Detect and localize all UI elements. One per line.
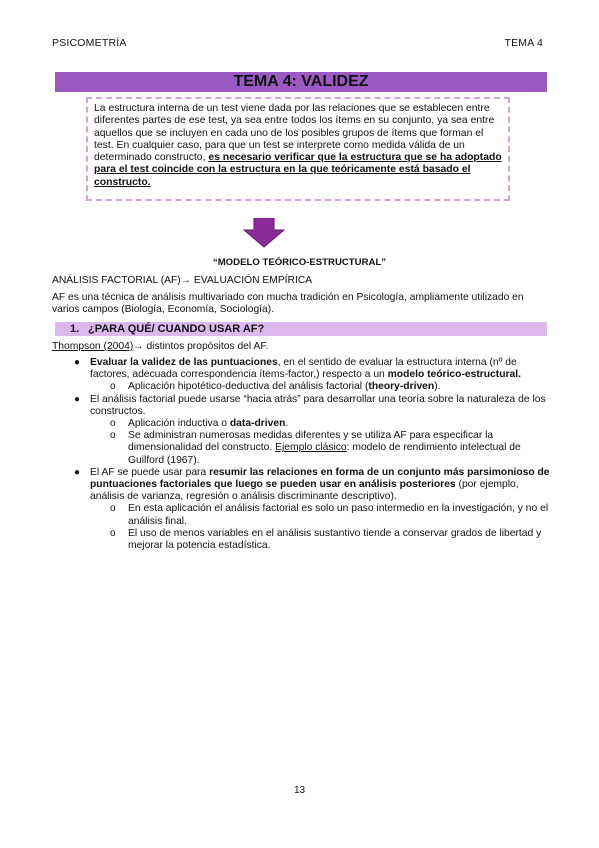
- circle-bullet-icon: o: [110, 430, 116, 442]
- sub-bullet-item: [52, 528, 552, 552]
- bullet-text: (por ejemplo, análisis de varianza, regresión o análisis discriminante descriptivo).: [90, 479, 519, 503]
- section-number: 1.: [70, 323, 80, 335]
- bullet-dot-icon: ●: [74, 466, 81, 478]
- bullet-bold: resumir las relaciones en forma de un conjunto más parsimonioso de puntuaciones factoriales que luego se pueden usar en análisis posteriores: [90, 466, 550, 491]
- bullet-dot-icon: ●: [74, 393, 81, 405]
- sub-bullet-text: En esta aplicación el análisis factorial es solo un paso intermedio en la investigación, y no el análisis final.: [128, 503, 549, 527]
- section-label: ¿PARA QUÉ/ CUANDO USAR AF?: [88, 323, 265, 335]
- sub-bullet-text: ).: [434, 381, 441, 393]
- bullet-bold: modelo teórico-estructural.: [387, 369, 521, 381]
- sub-bullet-underline: Ejemplo clásico: [275, 442, 347, 454]
- sub-bullet-text: Aplicación hipotético-deductiva del análisis factorial (: [128, 381, 369, 393]
- sub-bullet-item: [52, 418, 552, 430]
- header-topic: TEMA 4: [504, 37, 543, 49]
- sub-bullet-text: : modelo de rendimiento intelectual de Guilford (1967).: [128, 442, 521, 466]
- sub-bullet-text: Aplicación inductiva o: [128, 418, 230, 430]
- page-title: TEMA 4: VALIDEZ: [55, 72, 547, 92]
- model-title: “MODELO TEÓRICO-ESTRUCTURAL”: [212, 257, 387, 268]
- sub-bullet-item: [52, 430, 552, 467]
- sub-bullet-bold: data-driven: [229, 418, 286, 430]
- bullet-item: [52, 357, 552, 381]
- bullet-item: [52, 394, 552, 418]
- bullet-bold: Evaluar la validez de las puntuaciones: [90, 357, 278, 368]
- bullet-text: , en el sentido de evaluar la estructura interna (nº de factores, adecuada correspondencia ítems-factor,) respecto a un: [90, 357, 517, 381]
- intro-emphasis: es necesario verificar que la estructura que se ha adoptado para el test coincide con la estructura en la que teóricamente está basado el constructo.: [94, 152, 502, 188]
- bullet-item: [52, 467, 552, 504]
- thompson-reference: Thompson (2004): [52, 341, 134, 352]
- circle-bullet-icon: o: [110, 418, 116, 430]
- intro-text: La estructura interna de un test viene dada por las relaciones que se establecen entre diferentes partes de ese test, ya sea entre todos los ítems en su conjunto, ya sea entre aquellos que se incluyen en cada uno de los posibles grupos de ítems que forman el test. En cualquier caso, para que un test se interprete como medida válida de un determinado constructo,: [94, 103, 495, 164]
- thompson-text: → distintos propósitos del AF.: [133, 341, 269, 352]
- bullet-dot-icon: ●: [74, 357, 81, 368]
- circle-bullet-icon: o: [110, 381, 116, 393]
- circle-bullet-icon: o: [110, 527, 116, 539]
- af-heading-line: ANÁLISIS FACTORIAL (AF)→ EVALUACIÓN EMPÍRICA: [52, 275, 313, 286]
- sub-bullet-text: .: [285, 418, 289, 430]
- sub-bullet-item: [52, 381, 552, 393]
- sub-bullet-bold: theory-driven: [368, 381, 435, 393]
- sub-bullet-text: El uso de menos variables en el análisis sustantivo tiende a conservar grados de libertad y mejorar la potencia estadística.: [128, 527, 542, 552]
- header-subject: PSICOMETRÍA: [52, 37, 127, 49]
- sub-bullet-text: Se administran numerosas medidas diferentes y se utiliza AF para especificar la dimensionalidad del constructo.: [128, 430, 494, 454]
- sub-bullet-item: [52, 503, 552, 527]
- bullet-list: [52, 357, 552, 552]
- page-number: 13: [293, 785, 306, 796]
- circle-bullet-icon: o: [110, 503, 116, 515]
- thompson-line: [52, 341, 268, 353]
- intro-box: [86, 97, 510, 201]
- bullet-text: El análisis factorial puede usarse “hacia atrás” para desarrollar una teoría sobre la naturaleza de los constructos.: [90, 393, 546, 417]
- af-paragraph: AF es una técnica de análisis multivariado con mucha tradición en Psicología, ampliamente utilizado en varios campos (Biología, Economía, Sociología).: [52, 292, 524, 316]
- section-heading: [55, 322, 547, 336]
- bullet-text: El AF se puede usar para: [90, 466, 210, 478]
- down-arrow-icon: [243, 218, 285, 248]
